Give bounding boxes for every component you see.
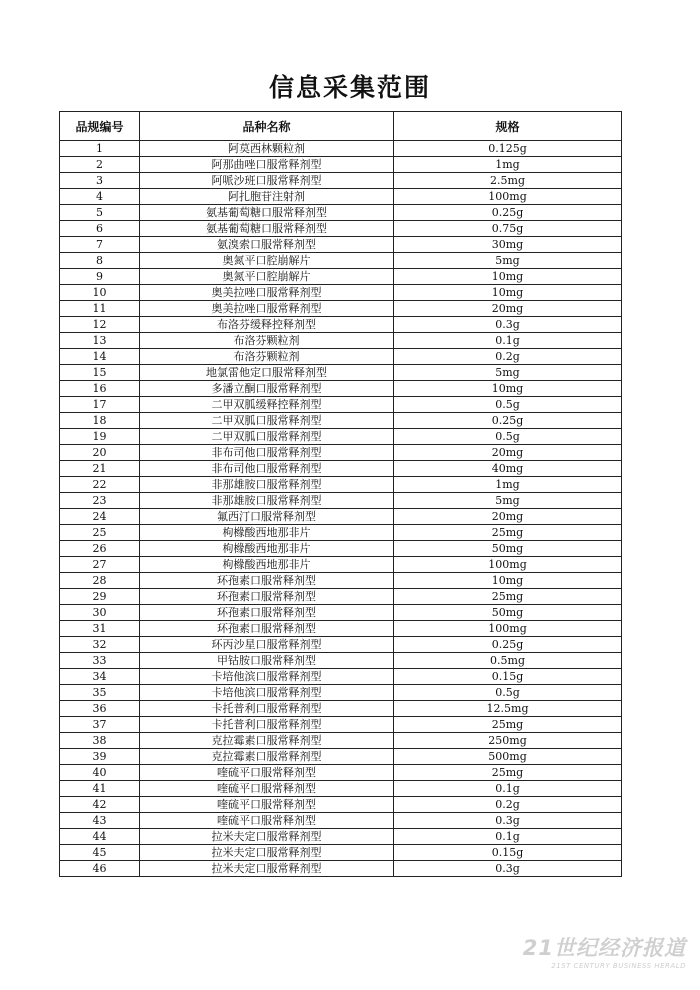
table-row [60, 701, 622, 717]
cell-name: 阿莫西林颗粒剂 [140, 141, 394, 157]
table-row [60, 157, 622, 173]
cell-code: 32 [60, 637, 140, 653]
cell-name: 布洛芬颗粒剂 [140, 333, 394, 349]
cell-spec: 25mg [394, 765, 622, 781]
cell-name: 氨溴索口服常释剂型 [140, 237, 394, 253]
cell-name: 阿那曲唑口服常释剂型 [140, 157, 394, 173]
cell-spec: 25mg [394, 525, 622, 541]
cell-code: 39 [60, 749, 140, 765]
cell-name: 非那雄胺口服常释剂型 [140, 493, 394, 509]
cell-name: 二甲双胍口服常释剂型 [140, 429, 394, 445]
cell-name: 氟西汀口服常释剂型 [140, 509, 394, 525]
cell-code: 29 [60, 589, 140, 605]
cell-spec: 0.2g [394, 349, 622, 365]
cell-code: 28 [60, 573, 140, 589]
cell-name: 克拉霉素口服常释剂型 [140, 733, 394, 749]
cell-name: 枸橼酸西地那非片 [140, 541, 394, 557]
cell-spec: 1mg [394, 477, 622, 493]
table-row [60, 285, 622, 301]
table-row [60, 493, 622, 509]
cell-spec: 25mg [394, 717, 622, 733]
cell-name: 二甲双胍缓释控释剂型 [140, 397, 394, 413]
cell-name: 氨基葡萄糖口服常释剂型 [140, 221, 394, 237]
cell-spec: 5mg [394, 493, 622, 509]
table-row [60, 797, 622, 813]
cell-code: 11 [60, 301, 140, 317]
cell-spec: 20mg [394, 509, 622, 525]
table-row [60, 829, 622, 845]
cell-spec: 20mg [394, 301, 622, 317]
table-header-row [60, 112, 622, 141]
cell-code: 19 [60, 429, 140, 445]
cell-spec: 0.5g [394, 397, 622, 413]
cell-code: 33 [60, 653, 140, 669]
cell-code: 5 [60, 205, 140, 221]
table-row [60, 685, 622, 701]
cell-spec: 250mg [394, 733, 622, 749]
table-row [60, 717, 622, 733]
table-row [60, 253, 622, 269]
cell-spec: 0.5g [394, 429, 622, 445]
page-title: 信息采集范围 [268, 73, 431, 102]
table-row [60, 845, 622, 861]
cell-spec: 2.5mg [394, 173, 622, 189]
cell-name: 喹硫平口服常释剂型 [140, 813, 394, 829]
cell-name: 拉米夫定口服常释剂型 [140, 845, 394, 861]
cell-name: 氨基葡萄糖口服常释剂型 [140, 205, 394, 221]
table-row [60, 317, 622, 333]
table-row [60, 669, 622, 685]
cell-spec: 0.1g [394, 781, 622, 797]
cell-code: 20 [60, 445, 140, 461]
column-header-code: 品规编号 [60, 112, 140, 141]
cell-code: 44 [60, 829, 140, 845]
cell-code: 34 [60, 669, 140, 685]
cell-spec: 0.3g [394, 813, 622, 829]
cell-code: 42 [60, 797, 140, 813]
cell-name: 环孢素口服常释剂型 [140, 573, 394, 589]
table-row [60, 861, 622, 877]
cell-name: 奥氮平口腔崩解片 [140, 269, 394, 285]
cell-spec: 0.25g [394, 637, 622, 653]
cell-code: 1 [60, 141, 140, 157]
cell-name: 甲钴胺口服常释剂型 [140, 653, 394, 669]
table-row [60, 525, 622, 541]
cell-name: 环丙沙星口服常释剂型 [140, 637, 394, 653]
cell-spec: 0.2g [394, 797, 622, 813]
cell-spec: 0.5mg [394, 653, 622, 669]
cell-spec: 30mg [394, 237, 622, 253]
cell-code: 22 [60, 477, 140, 493]
cell-code: 41 [60, 781, 140, 797]
cell-spec: 0.75g [394, 221, 622, 237]
cell-code: 23 [60, 493, 140, 509]
cell-spec: 0.15g [394, 845, 622, 861]
cell-name: 地氯雷他定口服常释剂型 [140, 365, 394, 381]
table-row [60, 461, 622, 477]
cell-name: 枸橼酸西地那非片 [140, 525, 394, 541]
table-row [60, 477, 622, 493]
cell-name: 奥氮平口腔崩解片 [140, 253, 394, 269]
cell-spec: 0.3g [394, 861, 622, 877]
cell-name: 布洛芬缓释控释剂型 [140, 317, 394, 333]
cell-spec: 1mg [394, 157, 622, 173]
cell-name: 拉米夫定口服常释剂型 [140, 861, 394, 877]
cell-name: 喹硫平口服常释剂型 [140, 781, 394, 797]
table-row [60, 621, 622, 637]
cell-code: 3 [60, 173, 140, 189]
cell-name: 枸橼酸西地那非片 [140, 557, 394, 573]
cell-name: 卡托普利口服常释剂型 [140, 717, 394, 733]
cell-code: 18 [60, 413, 140, 429]
cell-spec: 10mg [394, 381, 622, 397]
cell-code: 45 [60, 845, 140, 861]
cell-code: 12 [60, 317, 140, 333]
cell-spec: 10mg [394, 573, 622, 589]
table-row [60, 573, 622, 589]
cell-name: 卡培他滨口服常释剂型 [140, 685, 394, 701]
cell-name: 多潘立酮口服常释剂型 [140, 381, 394, 397]
cell-spec: 5mg [394, 253, 622, 269]
table-row [60, 413, 622, 429]
cell-spec: 10mg [394, 269, 622, 285]
cell-code: 46 [60, 861, 140, 877]
cell-code: 2 [60, 157, 140, 173]
table-row [60, 509, 622, 525]
data-table [59, 111, 622, 877]
cell-name: 喹硫平口服常释剂型 [140, 797, 394, 813]
cell-name: 阿扎胞苷注射剂 [140, 189, 394, 205]
cell-spec: 0.25g [394, 205, 622, 221]
cell-spec: 50mg [394, 541, 622, 557]
table-row [60, 733, 622, 749]
cell-spec: 0.1g [394, 333, 622, 349]
table-row [60, 397, 622, 413]
cell-name: 非那雄胺口服常释剂型 [140, 477, 394, 493]
table-row [60, 349, 622, 365]
cell-name: 奥美拉唑口服常释剂型 [140, 285, 394, 301]
cell-code: 16 [60, 381, 140, 397]
cell-spec: 20mg [394, 445, 622, 461]
table-row [60, 541, 622, 557]
cell-name: 拉米夫定口服常释剂型 [140, 829, 394, 845]
column-header-spec: 规格 [394, 112, 622, 141]
cell-code: 35 [60, 685, 140, 701]
cell-spec: 0.25g [394, 413, 622, 429]
cell-spec: 100mg [394, 621, 622, 637]
cell-name: 卡培他滨口服常释剂型 [140, 669, 394, 685]
cell-name: 卡托普利口服常释剂型 [140, 701, 394, 717]
table-row [60, 557, 622, 573]
cell-code: 21 [60, 461, 140, 477]
cell-name: 非布司他口服常释剂型 [140, 445, 394, 461]
cell-code: 9 [60, 269, 140, 285]
cell-spec: 0.125g [394, 141, 622, 157]
cell-name: 非布司他口服常释剂型 [140, 461, 394, 477]
table-row [60, 637, 622, 653]
cell-code: 14 [60, 349, 140, 365]
cell-code: 38 [60, 733, 140, 749]
cell-code: 8 [60, 253, 140, 269]
cell-code: 40 [60, 765, 140, 781]
cell-name: 布洛芬颗粒剂 [140, 349, 394, 365]
table-row [60, 301, 622, 317]
cell-code: 31 [60, 621, 140, 637]
cell-code: 17 [60, 397, 140, 413]
table-row [60, 605, 622, 621]
cell-spec: 0.15g [394, 669, 622, 685]
table-body [60, 141, 622, 877]
cell-spec: 100mg [394, 557, 622, 573]
cell-code: 7 [60, 237, 140, 253]
cell-spec: 0.3g [394, 317, 622, 333]
cell-spec: 0.5g [394, 685, 622, 701]
table-row [60, 173, 622, 189]
cell-spec: 10mg [394, 285, 622, 301]
column-header-name: 品种名称 [140, 112, 394, 141]
table-row [60, 765, 622, 781]
cell-code: 36 [60, 701, 140, 717]
table-row [60, 269, 622, 285]
cell-spec: 40mg [394, 461, 622, 477]
cell-code: 13 [60, 333, 140, 349]
table-row [60, 141, 622, 157]
table-row [60, 189, 622, 205]
cell-spec: 100mg [394, 189, 622, 205]
cell-name: 喹硫平口服常释剂型 [140, 765, 394, 781]
cell-name: 环孢素口服常释剂型 [140, 605, 394, 621]
cell-name: 克拉霉素口服常释剂型 [140, 749, 394, 765]
cell-name: 阿哌沙班口服常释剂型 [140, 173, 394, 189]
cell-spec: 12.5mg [394, 701, 622, 717]
table-row [60, 589, 622, 605]
table-row [60, 781, 622, 797]
cell-name: 奥美拉唑口服常释剂型 [140, 301, 394, 317]
cell-code: 26 [60, 541, 140, 557]
cell-code: 25 [60, 525, 140, 541]
cell-code: 43 [60, 813, 140, 829]
cell-code: 37 [60, 717, 140, 733]
table-row [60, 445, 622, 461]
cell-code: 24 [60, 509, 140, 525]
cell-code: 15 [60, 365, 140, 381]
table-row [60, 205, 622, 221]
cell-name: 环孢素口服常释剂型 [140, 621, 394, 637]
watermark [523, 932, 686, 970]
cell-spec: 50mg [394, 605, 622, 621]
table-row [60, 333, 622, 349]
table-row [60, 237, 622, 253]
watermark-logo-text: 21世纪经济报道 [522, 936, 686, 960]
cell-spec: 25mg [394, 589, 622, 605]
cell-code: 27 [60, 557, 140, 573]
cell-code: 30 [60, 605, 140, 621]
cell-name: 二甲双胍口服常释剂型 [140, 413, 394, 429]
watermark-english-text: 21ST CENTURY BUSINESS HERALD [551, 962, 686, 970]
table-row [60, 653, 622, 669]
cell-spec: 0.1g [394, 829, 622, 845]
cell-code: 6 [60, 221, 140, 237]
cell-code: 10 [60, 285, 140, 301]
table-row [60, 813, 622, 829]
cell-name: 环孢素口服常释剂型 [140, 589, 394, 605]
table-row [60, 749, 622, 765]
cell-code: 4 [60, 189, 140, 205]
cell-spec: 5mg [394, 365, 622, 381]
table-row [60, 221, 622, 237]
table-row [60, 381, 622, 397]
cell-spec: 500mg [394, 749, 622, 765]
table-row [60, 365, 622, 381]
table-row [60, 429, 622, 445]
